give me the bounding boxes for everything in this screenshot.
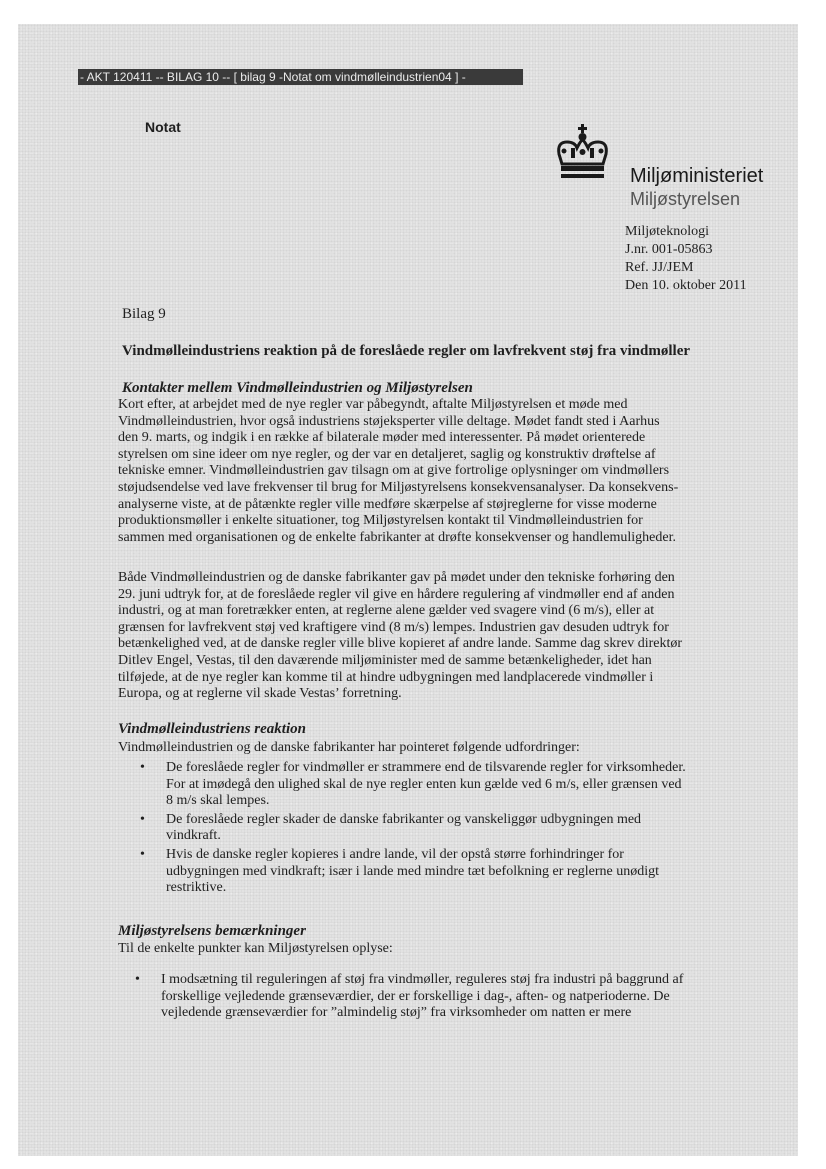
section-heading-reaction: Vindmølleindustriens reaktion xyxy=(118,721,306,737)
text-line: industri, og at man foretrækker enten, at reglerne alene gælder ved svagere vind (6 m/s), eller at xyxy=(118,603,655,619)
ref-initials: Ref. JJ/JEM xyxy=(625,260,694,275)
bullet-icon: • xyxy=(140,846,145,862)
text-line: 8 m/s skal lempes. xyxy=(166,793,270,809)
reference-block xyxy=(625,223,747,295)
agency-name: Miljøstyrelsen xyxy=(630,189,741,209)
text-line: I modsætning til reguleringen af støj fra vindmøller, reguleres støj fra industri på baggrund af xyxy=(161,972,684,987)
text-line: udbygningen med vindkraft; især i lande med mindre tæt befolkning er reglerne unødigt xyxy=(166,863,660,879)
text-line: støjudsendelse ved lave frekvenser til brug for Miljøstyrelsens konsekvensanalyser. Da konsekvens- xyxy=(118,479,679,495)
text-line: For at imødegå den ulighed skal de nye regler enten kun gælde ved 6 m/s, eller grænsen ved xyxy=(166,776,682,792)
crown-logo-icon xyxy=(553,124,613,182)
remarks-bullet-list xyxy=(135,972,683,1024)
text-line: grænsen for lavfrekvent støj ved kraftigere vind (8 m/s) lempes. Industrien gav desuden udtryk for xyxy=(118,619,669,635)
bullet-icon: • xyxy=(135,972,140,987)
paragraph-hearing xyxy=(118,570,682,703)
document-title: Vindmølleindustriens reaktion på de foreslåede regler om lavfrekvent støj fra vindmøller xyxy=(122,343,691,359)
section-heading-contacts: Kontakter mellem Vindmølleindustrien og Miljøstyrelsen xyxy=(122,380,473,396)
reaction-bullet-list xyxy=(140,760,686,899)
text-line: De foreslåede regler for vindmøller er strammere end de tilsvarende regler for virksomheder. xyxy=(166,760,686,775)
text-line: styrelsen om sine ideer om nye regler, og der var en detaljeret, saglig og konstruktiv drøftelse af xyxy=(118,446,656,462)
text-line: Kort efter, at arbejdet med de nye regler var påbegyndt, aftalte Miljøstyrelsen et møde med xyxy=(118,397,628,412)
text-line: Hvis de danske regler kopieres i andre lande, vil der opstå større forhindringer for xyxy=(166,846,624,862)
text-line: Ditlev Engel, Vestas, til den daværende miljøminister med de samme betænkeligheder, idet han xyxy=(118,652,652,668)
text-line: tilføjede, at de nye regler kan komme til at hindre udbygningen med landplacerede vindmøller i xyxy=(118,669,654,685)
reaction-intro xyxy=(118,740,580,757)
bilag-label: Bilag 9 xyxy=(122,306,166,322)
remarks-intro xyxy=(118,941,393,958)
text-line: analyserne viste, at de påtænkte regler ville medføre skærpelse af støjreglerne for visse moderne xyxy=(118,496,657,512)
ref-department: Miljøteknologi xyxy=(625,224,709,239)
text-line: sammen med organisationen og de enkelte fabrikanter at drøfte konsekvenser og handlemuligheder. xyxy=(118,529,677,545)
text-line: Vindmølleindustrien, hvor også industriens støjeksperter ville deltage. Mødet fandt sted i Aarhus xyxy=(118,413,660,429)
text-line: forskellige vejledende grænseværdier, der er forskellige i dag-, aften- og natperioderne. De xyxy=(161,988,670,1004)
document-stamp: - AKT 120411 -- BILAG 10 -- [ bilag 9 -Notat om vindmølleindustrien04 ] - xyxy=(78,69,523,85)
text-line: vindkraft. xyxy=(166,828,221,844)
text-line: tekniske emner. Vindmølleindustrien gav tilsagn om at give fortrolige oplysninger om vindmøllers xyxy=(118,463,670,479)
ministry-name: Miljøministeriet xyxy=(630,165,764,187)
text-line: produktionsmøller i enkelte situationer, tog Miljøstyrelsen kontakt til Vindmølleindustrien for xyxy=(118,513,643,529)
text-line: Vindmølleindustrien og de danske fabrikanter har pointeret følgende udfordringer: xyxy=(118,740,580,755)
text-line: Europa, og at reglerne vil skade Vestas’ forretning. xyxy=(118,686,402,702)
list-item xyxy=(140,812,686,845)
list-item xyxy=(140,847,686,897)
list-item xyxy=(135,972,683,1022)
section-heading-remarks: Miljøstyrelsens bemærkninger xyxy=(118,923,306,939)
text-line: restriktive. xyxy=(166,880,227,896)
notat-label: Notat xyxy=(145,119,181,135)
text-line: betænkelighed ved, at de danske regler ville blive kopieret af andre lande. Samme dag skrev direktør xyxy=(118,636,683,652)
paragraph-contacts xyxy=(118,397,678,546)
text-line: vejledende grænseværdier for ”almindelig støj” fra virksomheder om natten er mere xyxy=(161,1005,632,1021)
text-line: Til de enkelte punkter kan Miljøstyrelsen oplyse: xyxy=(118,941,393,956)
ref-date: Den 10. oktober 2011 xyxy=(625,278,747,293)
text-line: den 9. marts, og indgik i en række af bilaterale møder med interessenter. På mødet orienterede xyxy=(118,430,646,446)
text-line: Både Vindmølleindustrien og de danske fabrikanter gav på mødet under den tekniske forhøring den xyxy=(118,570,675,585)
bullet-icon: • xyxy=(140,811,145,827)
text-line: De foreslåede regler skader de danske fabrikanter og vanskeliggør udbygningen med xyxy=(166,811,642,827)
ref-journal-number: J.nr. 001-05863 xyxy=(625,242,713,257)
text-line: 29. juni udtryk for, at de foreslåede regler vil give en hårdere regulering af vindmøller end af anden xyxy=(118,586,675,602)
bullet-icon: • xyxy=(140,760,145,775)
list-item xyxy=(140,760,686,810)
